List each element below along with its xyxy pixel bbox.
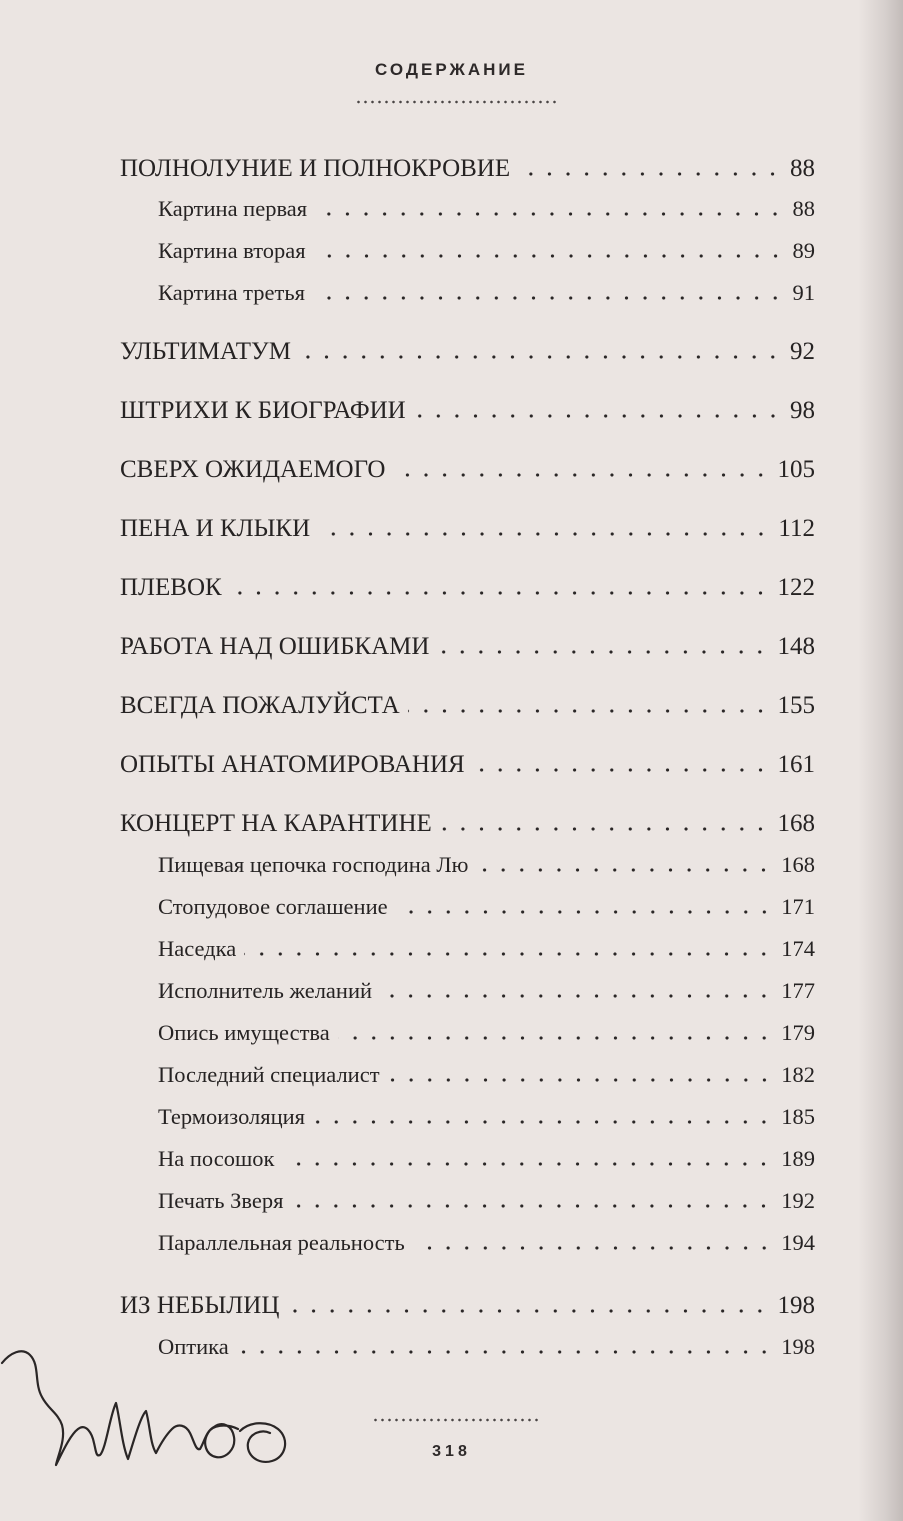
toc-chapter-entry [120, 574, 815, 602]
toc-entry-page: 98 [790, 397, 815, 424]
toc-entry-title: На посошок [158, 1146, 275, 1171]
toc-entry-page: 177 [781, 978, 815, 1003]
toc-subchapter-entry [158, 978, 815, 1004]
toc-subchapter-entry [158, 1188, 815, 1214]
toc-subchapter-entry [158, 1062, 815, 1088]
toc-entry-page: 91 [792, 280, 815, 305]
footer-ornament [372, 1417, 542, 1423]
dot-leader [230, 591, 770, 595]
dot-leader [437, 650, 769, 654]
toc-entry-page: 155 [777, 692, 815, 719]
toc-entry-title: ОПЫТЫ АНАТОМИРОВАНИЯ [120, 751, 465, 778]
toc-entry-page: 89 [792, 238, 815, 263]
dot-leader [440, 827, 770, 831]
toc-entry-page: 174 [781, 936, 815, 961]
toc-entry-title: Опись имущества [158, 1020, 330, 1045]
toc-subchapter-entry [158, 1146, 815, 1172]
toc-entry-page: 194 [781, 1230, 815, 1255]
toc-entry-page: 198 [777, 1292, 815, 1319]
dot-leader [518, 172, 782, 176]
dot-leader [291, 1204, 773, 1208]
toc-chapter-entry [120, 692, 815, 720]
toc-chapter-entry [120, 155, 815, 183]
toc-subchapter-entry [158, 238, 815, 264]
toc-entry-page: 105 [777, 456, 815, 483]
toc-subchapter-entry [158, 196, 815, 222]
toc-entry-page: 185 [781, 1104, 815, 1129]
dot-leader [318, 532, 770, 536]
dot-leader [476, 868, 773, 872]
toc-entry-title: Оптика [158, 1334, 229, 1359]
toc-chapter-entry [120, 397, 815, 425]
toc-subchapter-entry [158, 1104, 815, 1130]
toc-entry-title: Печать Зверя [158, 1188, 284, 1213]
toc-entry-page: 148 [777, 633, 815, 660]
page-title: СОДЕРЖАНИЕ [375, 60, 528, 79]
toc-chapter-entry [120, 456, 815, 484]
dot-leader [299, 355, 782, 359]
toc-entry-title: Пищевая цепочка господина Лю [158, 852, 469, 877]
toc-entry-page: 112 [778, 515, 815, 542]
toc-entry-page: 168 [781, 852, 815, 877]
toc-entry-title: Картина вторая [158, 238, 306, 263]
toc-chapter-entry [120, 515, 815, 543]
toc-entry-title: Стопудовое соглашение [158, 894, 388, 919]
dot-leader [287, 1309, 769, 1313]
toc-entry-page: 88 [792, 196, 815, 221]
toc-entry-title: ПОЛНОЛУНИЕ И ПОЛНОКРОВИЕ [120, 155, 511, 182]
toc-entry-title: КОНЦЕРТ НА КАРАНТИНЕ [120, 810, 432, 837]
dot-leader [244, 952, 773, 956]
toc-entry-title: УЛЬТИМАТУМ [120, 338, 291, 365]
toc-chapter-entry [120, 751, 815, 779]
toc-subchapter-entry [158, 936, 815, 962]
toc-entry-page: 92 [790, 338, 815, 365]
toc-entry-title: Термоизоляция [158, 1104, 306, 1129]
toc-chapter-entry [120, 810, 815, 838]
toc-entry-title: Картина третья [158, 280, 305, 305]
toc-entry-page: 179 [781, 1020, 815, 1045]
toc-entry-title: Последний специалист [158, 1062, 380, 1087]
toc-entry-page: 171 [781, 894, 815, 919]
dot-leader [338, 1036, 774, 1040]
toc-entry-page: 88 [790, 155, 815, 182]
toc-entry-page: 168 [777, 810, 815, 837]
toc-subchapter-entry [158, 894, 815, 920]
dot-leader [314, 254, 785, 258]
toc-entry-title: Картина первая [158, 196, 308, 221]
dot-leader [413, 1246, 774, 1250]
toc-subchapter-entry [158, 1230, 815, 1256]
dot-leader [315, 212, 784, 216]
toc-subchapter-entry [158, 280, 815, 306]
toc-entry-title: ПЕНА И КЛЫКИ [120, 515, 311, 542]
dot-leader [473, 768, 770, 772]
toc-entry-page: 198 [781, 1334, 815, 1359]
dot-leader [408, 709, 770, 713]
toc-entry-title: Параллельная реальность [158, 1230, 405, 1255]
toc-chapter-entry [120, 633, 815, 661]
toc-entry-title: СВЕРХ ОЖИДАЕМОГО [120, 456, 386, 483]
toc-entry-title: РАБОТА НАД ОШИБКАМИ [120, 633, 430, 660]
stethoscope-squiggle-icon [0, 1325, 300, 1485]
toc-entry-page: 122 [777, 574, 815, 601]
toc-entry-title: ШТРИХИ К БИОГРАФИИ [120, 397, 406, 424]
toc-subchapter-entry [158, 852, 815, 878]
dot-leader [313, 1120, 773, 1124]
dot-leader [282, 1162, 773, 1166]
toc-entry-title: Наседка [158, 936, 237, 961]
toc-entry-title: ПЛЕВОК [120, 574, 222, 601]
toc-entry-title: Исполнитель желаний [158, 978, 373, 1003]
toc-entry-page: 192 [781, 1188, 815, 1213]
page-number: 318 [432, 1443, 471, 1460]
toc-chapter-entry [120, 338, 815, 366]
toc-chapter-entry [120, 1292, 815, 1320]
dot-leader [380, 994, 773, 998]
dot-leader [396, 910, 774, 914]
dot-leader [414, 414, 782, 418]
toc-entry-title: ИЗ НЕБЫЛИЦ [120, 1292, 280, 1319]
toc-entry-page: 189 [781, 1146, 815, 1171]
toc-entry-title: ВСЕГДА ПОЖАЛУЙСТА [120, 692, 400, 719]
dot-leader [394, 473, 770, 477]
dot-leader [388, 1078, 774, 1082]
toc-subchapter-entry [158, 1020, 815, 1046]
dot-leader [313, 296, 785, 300]
dot-leader [237, 1350, 774, 1354]
toc-entry-page: 182 [781, 1062, 815, 1087]
toc-entry-page: 161 [777, 751, 815, 778]
